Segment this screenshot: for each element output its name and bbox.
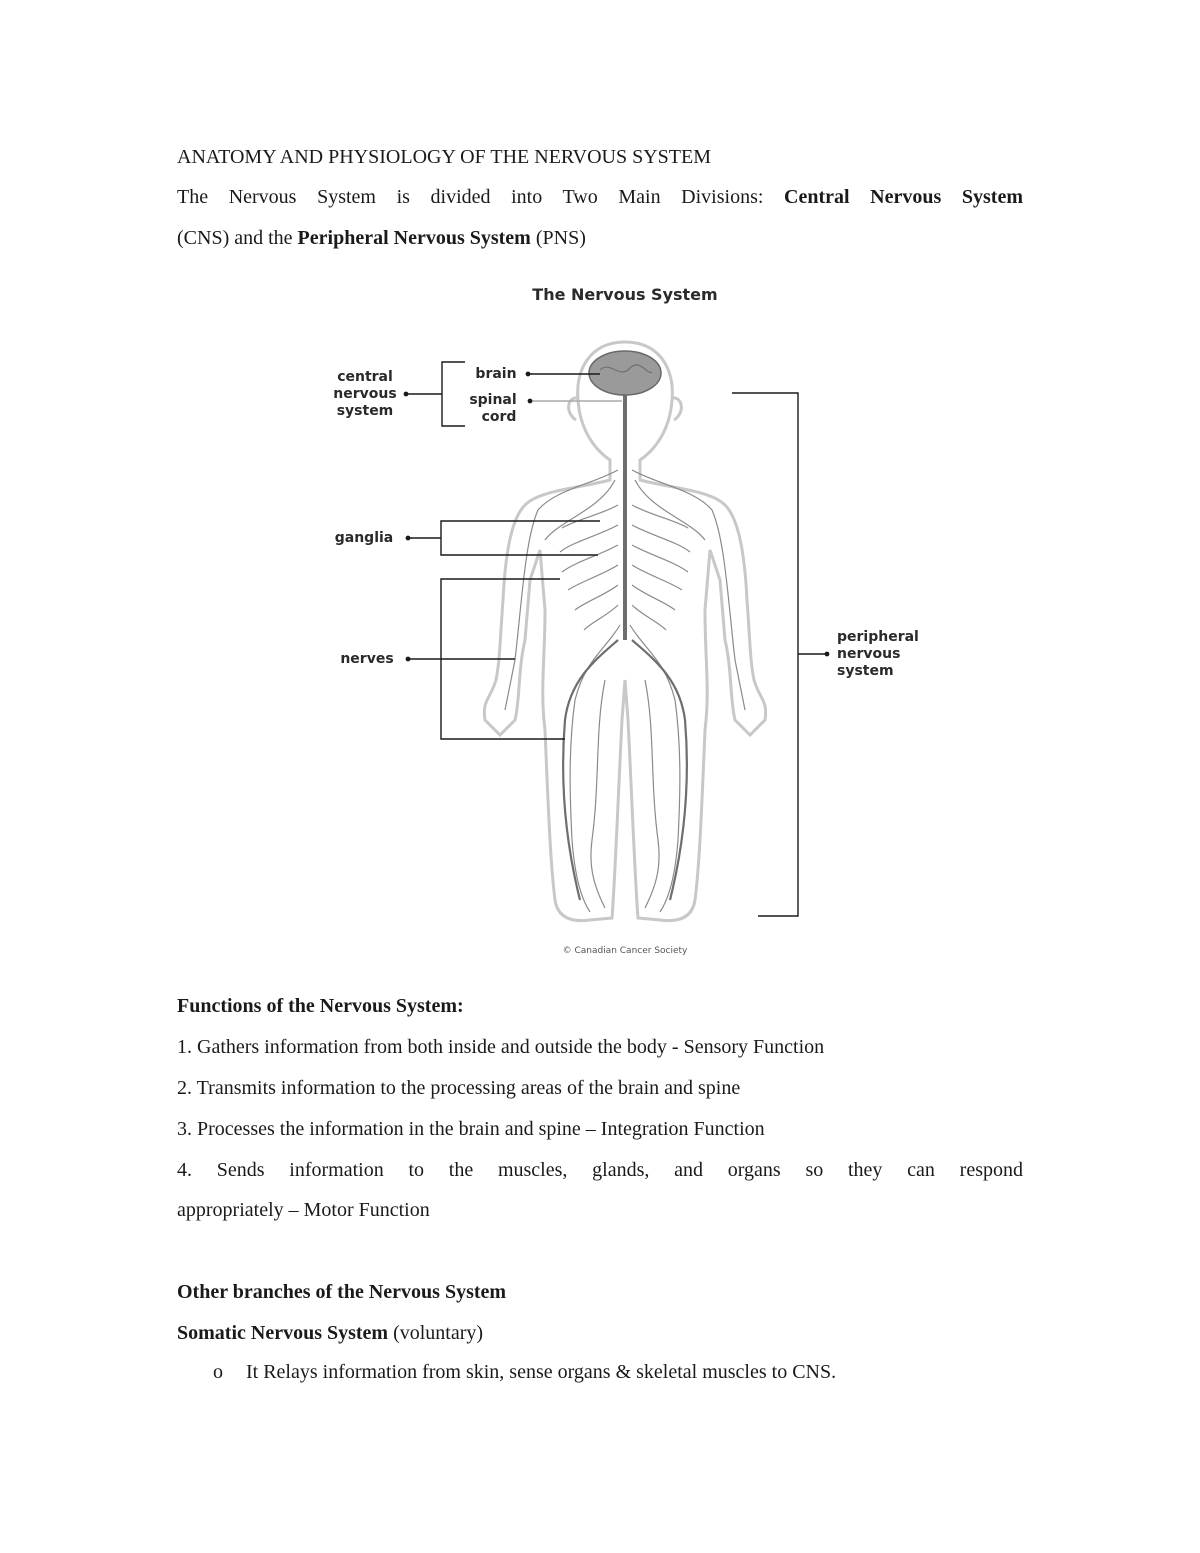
function-item-3: 3. Processes the information in the brain and spine – Integration Function [177, 1118, 765, 1140]
brain-shape [589, 351, 661, 395]
intro-text-mid: (CNS) and the [177, 227, 298, 249]
pns-label-line3: system [837, 663, 894, 679]
cns-label-line2: nervous [333, 386, 397, 402]
pns-label-line2: nervous [837, 646, 901, 662]
intro-text: The Nervous System is divided into Two Main Divisions: [177, 186, 785, 208]
ganglia-label: ganglia [334, 530, 394, 546]
function-item-2: 2. Transmits information to the processing areas of the brain and spine [177, 1077, 741, 1099]
functions-heading-text: Functions of the Nervous System: [177, 995, 464, 1017]
ganglia-bracket [408, 521, 600, 555]
spinal-label-line1: spinal [469, 392, 517, 408]
somatic-heading [177, 1320, 483, 1346]
functions-heading [177, 993, 464, 1019]
ganglia-pointer-dot [406, 536, 411, 541]
intro-text-post: (PNS) [530, 227, 586, 249]
spinal-pointer-dot [528, 399, 533, 404]
somatic-term: Somatic Nervous System [177, 1322, 389, 1344]
image-credit: © Canadian Cancer Society [562, 946, 688, 956]
branches-heading-text: Other branches of the Nervous System [177, 1281, 507, 1303]
nerves-bracket [408, 579, 565, 739]
brain-pointer-dot [526, 372, 531, 377]
somatic-qualifier: (voluntary) [388, 1322, 484, 1344]
function-item-4: 4. Sends information to the muscles, glands, and organs so they can respond [177, 1159, 1023, 1181]
diagram-title: The Nervous System [532, 285, 718, 304]
nerves-pointer-dot [406, 657, 411, 662]
intro-line-2 [177, 225, 586, 251]
nerves-label: nerves [340, 651, 394, 667]
cns-term: Central Nervous System [784, 186, 1023, 208]
branches-heading [177, 1279, 506, 1305]
document-title: ANATOMY AND PHYSIOLOGY OF THE NERVOUS SYSTEM [177, 146, 712, 168]
bullet-marker: o [213, 1361, 223, 1383]
cns-label-line1: central [337, 369, 393, 385]
pns-term: Peripheral Nervous System [297, 227, 531, 249]
function-item-1: 1. Gathers information from both inside and outside the body - Sensory Function [177, 1036, 825, 1058]
nervous-system-illustration [300, 280, 960, 960]
intro-line-1 [177, 184, 1023, 210]
function-item-4-continued: appropriately – Motor Function [177, 1199, 430, 1221]
pns-label-line1: peripheral [837, 629, 919, 645]
pns-pointer-dot [825, 652, 830, 657]
cns-label-line3: system [336, 403, 394, 419]
cns-bracket [406, 362, 465, 426]
somatic-bullet-text: It Relays information from skin, sense organs & skeletal muscles to CNS. [246, 1361, 837, 1383]
brain-label: brain [475, 366, 517, 382]
nervous-system-diagram [300, 280, 960, 960]
spinal-label-line2: cord [481, 409, 517, 425]
pns-bracket [732, 393, 827, 916]
cns-pointer-dot [404, 392, 409, 397]
